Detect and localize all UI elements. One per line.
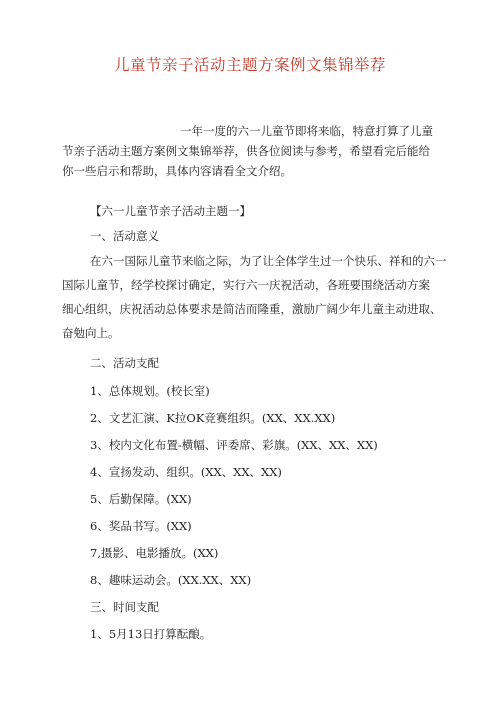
intro-line: 节亲子活动主题方案例文集锦举荐，供各位阅读与参考，希望看完后能给	[62, 144, 430, 158]
list-item: 8、趣味运动会。(XX.XX、XX)	[90, 573, 252, 587]
list-item: 4、宣扬发动、组织。(XX、XX、XX)	[90, 465, 282, 479]
paragraph-line: 细心组织，庆祝活动总体要求是简洁而隆重，激励广阔少年儿童主动进取、	[62, 302, 442, 316]
list-item: 7,摄影、电影播放。(XX)	[90, 546, 219, 560]
list-item: 5、后勤保障。(XX)	[90, 492, 192, 506]
heading-activity-meaning: 一、活动意义	[90, 229, 159, 243]
section-heading: 【六一儿童节亲子活动主题一】	[90, 204, 251, 218]
intro-line: 你一些启示和帮助，具体内容请看全文介绍。	[62, 164, 292, 178]
list-item: 3、校内文化布置-横幅、评委席、彩旗。(XX、XX、XX)	[90, 438, 378, 452]
list-item: 6、奖品书写。(XX)	[90, 519, 192, 533]
intro-paragraph	[62, 121, 442, 181]
heading-activity-arrangement: 二、活动支配	[90, 356, 159, 370]
heading-time-arrangement: 三、时间支配	[90, 600, 159, 614]
paragraph-activity-meaning	[62, 249, 447, 345]
intro-line: 一年一度的六一儿童节即将来临，特意打算了儿童	[180, 124, 433, 138]
list-item: 2、文艺汇演、K拉OK竞赛组织。(XX、XX.XX)	[90, 411, 336, 425]
list-item: 1、总体规划。(校长室)	[90, 384, 210, 398]
paragraph-line: 国际儿童节，经学校探讨确定，实行六一庆祝活动，各班要围绕活动方案	[62, 278, 430, 292]
paragraph-line: 在六一国际儿童节来临之际，为了让全体学生过一个快乐、祥和的六一	[90, 254, 447, 268]
paragraph-line: 奋勉向上。	[62, 326, 120, 340]
list-item: 1、5月13日打算酝酿。	[90, 627, 212, 641]
document-title: 儿童节亲子活动主题方案例文集锦举荐	[113, 56, 386, 74]
